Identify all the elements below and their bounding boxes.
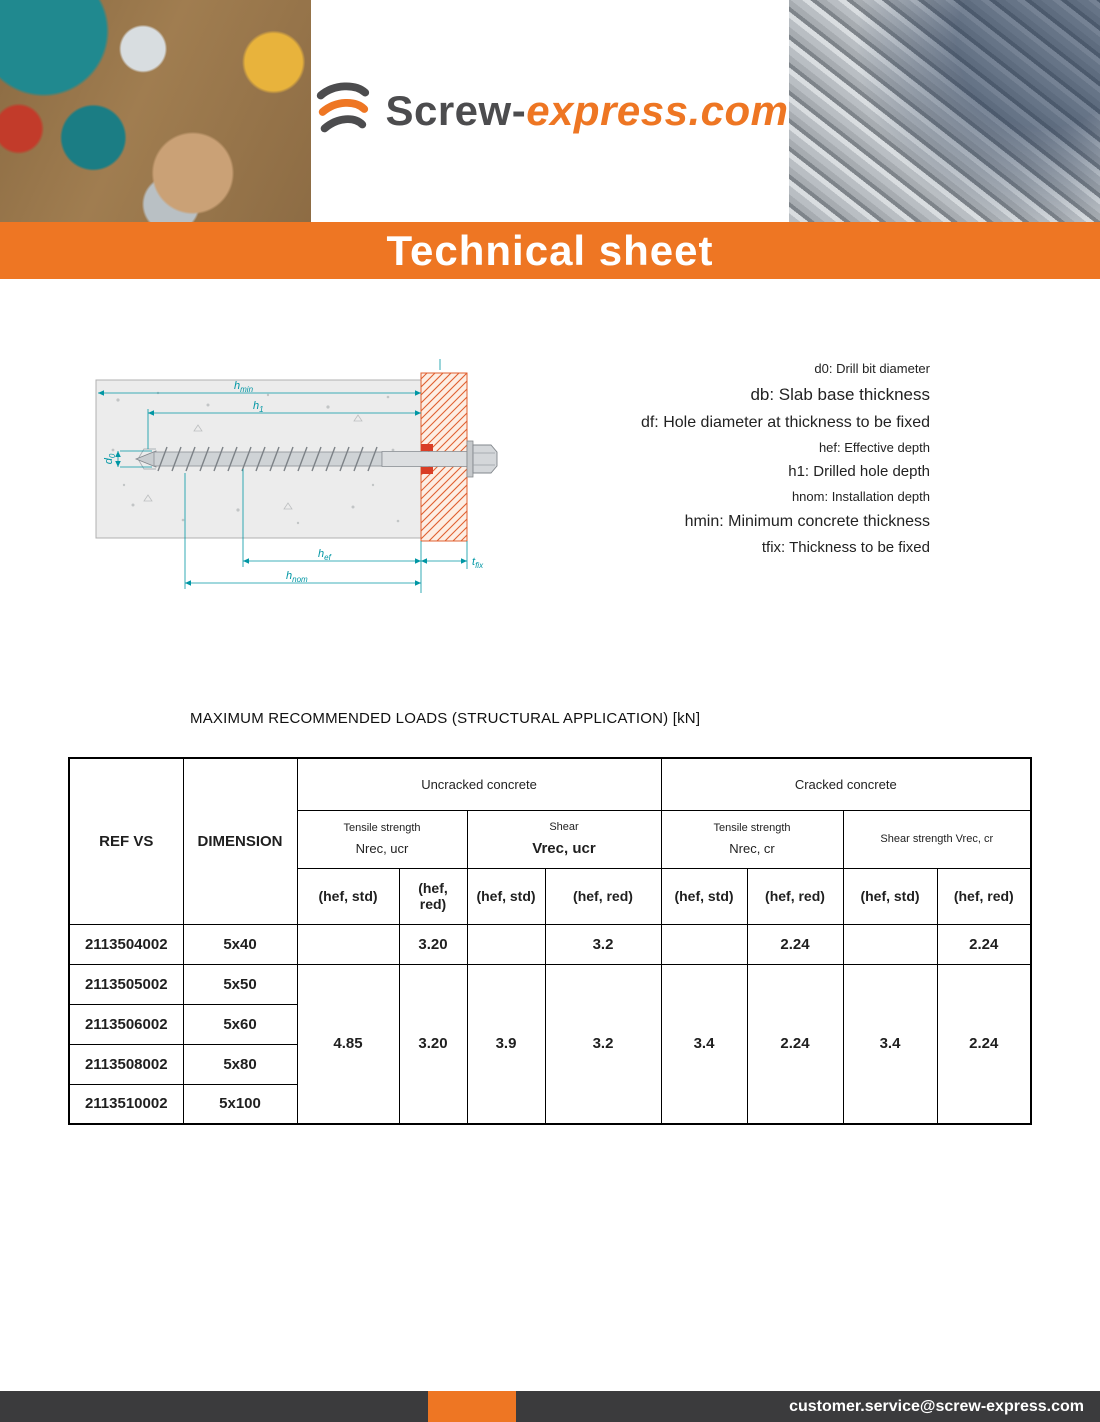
table-header-groups <box>69 758 1031 810</box>
value-cell <box>843 924 937 964</box>
banner-title: Technical sheet <box>386 226 714 274</box>
label-hmin: $h_{min}$ <box>234 380 254 394</box>
value-cell <box>467 924 545 964</box>
col-header-dimension: DIMENSION <box>183 758 297 924</box>
ref-cell: 2113506002 <box>69 1004 183 1044</box>
col-group-uncracked: Uncracked concrete <box>297 758 661 810</box>
brand-logo <box>311 0 788 222</box>
legend-item-hef: hef: Effective depth <box>818 439 930 455</box>
leaf-header-3: (hef, std) <box>467 868 545 924</box>
subcol-tensile-cr: Tensile strength Nrec, cr <box>661 810 843 868</box>
anchor-installation-diagram <box>88 355 518 605</box>
table-row <box>69 924 1031 964</box>
merged-value-cell: 4.85 <box>297 964 399 1124</box>
subcol-tensile-ucr: Tensile strength Nrec, ucr <box>297 810 467 868</box>
table-row <box>69 964 1031 1004</box>
label-d0: $d_0$ <box>103 453 117 465</box>
ref-cell: 2113505002 <box>69 964 183 1004</box>
label-hnom: $h_{nom}$ <box>286 570 308 584</box>
hex-head <box>473 445 497 473</box>
red-collar-top <box>421 444 433 451</box>
loads-table <box>68 757 1032 1125</box>
washer <box>467 441 473 477</box>
legend <box>518 355 1100 610</box>
banner <box>0 222 1100 279</box>
value-cell: 2.24 <box>937 924 1031 964</box>
leaf-header-8: (hef, red) <box>937 868 1031 924</box>
dimension-cell: 5x50 <box>183 964 297 1004</box>
label-tfix: $t_{fix}$ <box>472 556 484 570</box>
footer-accent-block <box>428 1391 516 1422</box>
legend-item-df: df: Hole diameter at thickness to be fixed <box>640 413 930 431</box>
col-group-cracked: Cracked concrete <box>661 758 1031 810</box>
value-cell <box>661 924 747 964</box>
merged-value-cell: 2.24 <box>937 964 1031 1124</box>
dimension-cell: 5x100 <box>183 1084 297 1124</box>
ref-cell: 2113510002 <box>69 1084 183 1124</box>
dimension-cell: 5x40 <box>183 924 297 964</box>
leaf-header-4: (hef, red) <box>545 868 661 924</box>
merged-value-cell: 3.4 <box>661 964 747 1124</box>
technical-diagram <box>88 355 518 610</box>
merged-value-cell: 3.20 <box>399 964 467 1124</box>
merged-value-cell: 3.2 <box>545 964 661 1124</box>
leaf-header-2: (hef, red) <box>399 868 467 924</box>
header-photo-screws <box>789 0 1100 222</box>
legend-item-d0: d0: Drill bit diameter <box>814 361 930 376</box>
legend-item-h1: h1: Drilled hole depth <box>788 462 930 480</box>
label-hef: $h_{ef}$ <box>318 548 331 562</box>
dimension-cell: 5x80 <box>183 1044 297 1084</box>
merged-value-cell: 3.9 <box>467 964 545 1124</box>
merged-value-cell: 3.4 <box>843 964 937 1124</box>
ref-cell: 2113508002 <box>69 1044 183 1084</box>
leaf-header-5: (hef, std) <box>661 868 747 924</box>
footer-bar <box>0 1391 1100 1422</box>
subcol-shear-cr: Shear strength Vrec, cr <box>843 810 1031 868</box>
swoosh-icon <box>311 80 373 142</box>
dimension-cell: 5x60 <box>183 1004 297 1044</box>
value-cell <box>297 924 399 964</box>
legend-item-tfix: tfix: Thickness to be fixed <box>761 538 930 556</box>
header-photo-workbench <box>0 0 311 222</box>
leaf-header-1: (hef, std) <box>297 868 399 924</box>
label-h1: $h_1$ <box>253 400 264 414</box>
legend-item-hmin: hmin: Minimum concrete thickness <box>684 512 930 530</box>
merged-value-cell: 2.24 <box>747 964 843 1124</box>
brand-name-accent: express.com <box>526 87 789 134</box>
brand-name <box>385 87 788 135</box>
red-collar-bottom <box>421 467 433 474</box>
header <box>0 0 1100 222</box>
legend-item-db: db: Slab base thickness <box>750 385 930 405</box>
value-cell: 2.24 <box>747 924 843 964</box>
legend-item-hnom: hnom: Installation depth <box>791 488 930 504</box>
footer-email-link[interactable]: customer.service@screw-express.com <box>789 1397 1084 1415</box>
col-header-ref: REF VS <box>69 758 183 924</box>
value-cell: 3.20 <box>399 924 467 964</box>
leaf-header-6: (hef, red) <box>747 868 843 924</box>
subcol-shear-ucr: Shear Vrec, ucr <box>467 810 661 868</box>
brand-name-dark: Screw- <box>385 87 527 134</box>
leaf-header-7: (hef, std) <box>843 868 937 924</box>
value-cell: 3.2 <box>545 924 661 964</box>
loads-table-title: MAXIMUM RECOMMENDED LOADS (STRUCTURAL APPLICATION) [kN] <box>190 710 701 727</box>
diagram-section <box>0 279 1100 610</box>
ref-cell: 2113504002 <box>69 924 183 964</box>
